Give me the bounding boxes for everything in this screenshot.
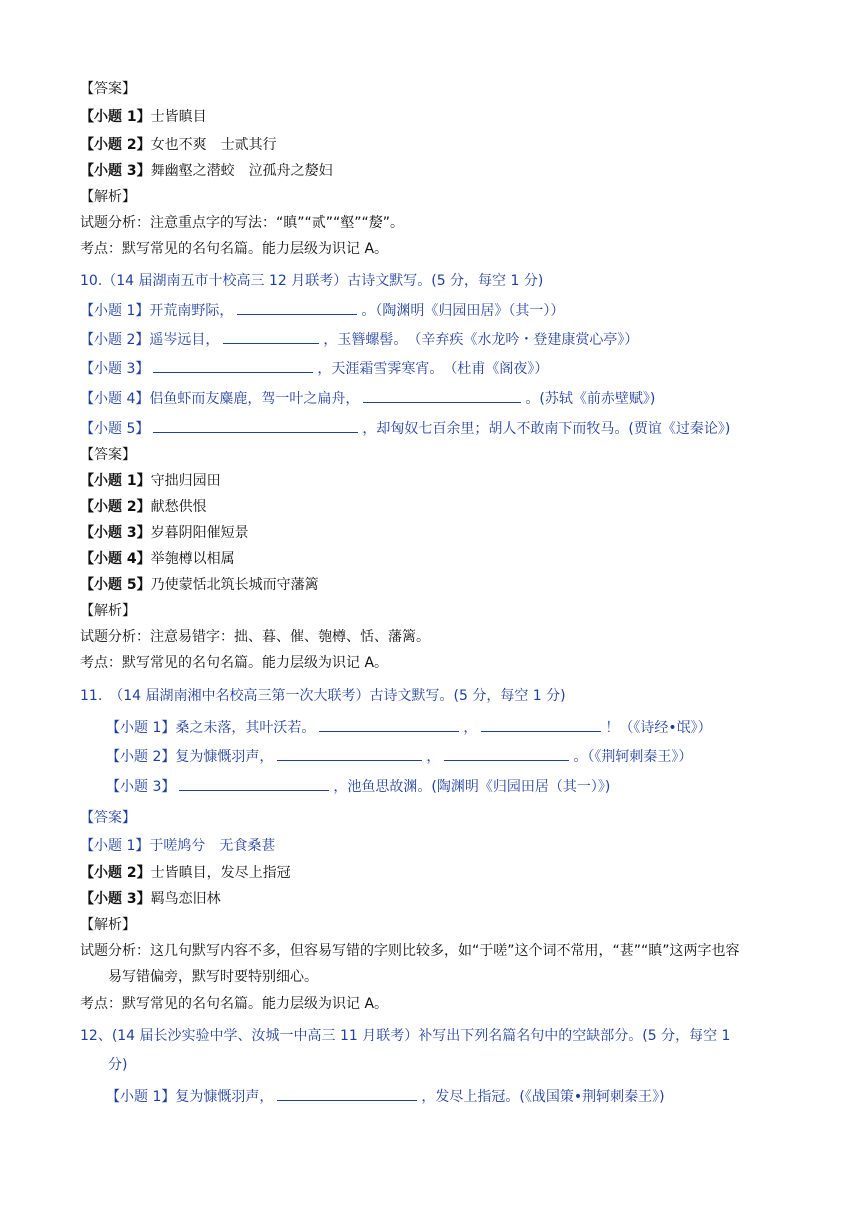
answer-blank[interactable] — [153, 418, 358, 433]
answer-blank[interactable] — [277, 1086, 417, 1101]
analysis-text: 试题分析：这几句默写内容不多，但容易写错的字则比较多，如“于嗟”这个词不常用，“葚”“瞋”这两字也容 — [80, 943, 740, 959]
question-item — [80, 358, 548, 379]
kaodian-text: 考点：默写常见的名句名篇。能力层级为识记 A。 — [80, 655, 389, 671]
answer-header: 【答案】 — [80, 447, 136, 463]
prompt-text: 遥岑远目， — [149, 332, 220, 348]
question-item — [106, 746, 692, 767]
subquestion-tag: 【小题 1】 — [106, 1089, 176, 1105]
answer-text: 士皆瞋目 — [150, 109, 207, 125]
question-item — [80, 329, 638, 350]
answer-line — [80, 523, 249, 543]
answer-text: 羁鸟恋旧林 — [150, 891, 221, 907]
subquestion-tag: 【小题 3】 — [80, 361, 150, 377]
subquestion-tag: 【小题 1】 — [80, 109, 151, 125]
source-text: ，天涯霜雪霁寒宵。 （杜甫《阁夜》） — [317, 361, 549, 377]
answer-line — [80, 575, 319, 595]
analysis-header: 【解析】 — [80, 917, 136, 933]
subquestion-tag: 【小题 5】 — [80, 577, 151, 593]
answer-blank[interactable] — [319, 717, 459, 732]
kaodian-text: 考点：默写常见的名句名篇。能力层级为识记 A。 — [80, 996, 389, 1012]
source-text: ！（《诗经•氓》） — [605, 720, 712, 736]
source-text: ，发尽上指冠。(《战国策•荆轲刺秦王》) — [421, 1089, 665, 1105]
answer-text: 举匏樽以相属 — [150, 551, 235, 567]
question-item — [106, 717, 712, 738]
answer-text: 献愁供恨 — [150, 499, 207, 515]
answer-text: 于嗟鸠兮 — [149, 838, 206, 854]
subquestion-tag: 【小题 3】 — [80, 525, 151, 541]
answer-blank[interactable] — [444, 746, 569, 761]
answer-text: 无食桑葚 — [219, 838, 276, 854]
analysis-header: 【解析】 — [80, 189, 136, 205]
answer-line — [80, 863, 291, 883]
answer-line — [80, 107, 207, 127]
subquestion-tag: 【小题 2】 — [80, 332, 150, 348]
question-item — [106, 1086, 665, 1107]
answer-line — [80, 549, 235, 569]
subquestion-tag: 【小题 4】 — [80, 551, 151, 567]
answer-text: 乃使蒙恬北筑长城而守藩篱 — [150, 577, 319, 593]
prompt-text: 侣鱼虾而友麋鹿，驾一叶之扁舟， — [149, 391, 360, 407]
prompt-text: 桑之未落，其叶沃若。 — [175, 720, 316, 736]
answer-line — [80, 889, 221, 909]
question-title: 12、(14 届长沙实验中学、汝城一中高三 11 月联考）补写出下列名篇名句中的空缺部分。(5 分，每空 1 — [80, 1028, 731, 1044]
prompt-text: ， — [463, 720, 478, 736]
answer-line — [80, 497, 207, 517]
analysis-text: 试题分析：注意易错字：拙、暮、催、匏樽、恬、藩篱。 — [80, 629, 430, 645]
question-item — [80, 418, 730, 439]
answer-text: 士皆瞋目，发尽上指冠 — [150, 865, 291, 881]
answer-text: 泣孤舟之嫠妇 — [248, 163, 333, 179]
prompt-text: 复为慷慨羽声， — [175, 749, 274, 765]
subquestion-tag: 【小题 2】 — [80, 137, 151, 153]
source-text: ，玉簪螺髻。 （辛弃疾《水龙吟・登建康赏心亭》） — [323, 332, 639, 348]
prompt-text: ， — [426, 749, 441, 765]
answer-line — [80, 135, 277, 155]
answer-blank[interactable] — [237, 300, 357, 315]
source-text: 。（《荆轲刺秦王》） — [573, 749, 693, 765]
question-title: 10.（14 届湖南五市十校高三 12 月联考）古诗文默写。(5 分，每空 1 分) — [80, 273, 544, 289]
question-title: 分) — [108, 1057, 128, 1073]
subquestion-tag: 【小题 3】 — [80, 891, 151, 907]
source-text: 。（陶渊明《归园田居》（其一）） — [361, 303, 565, 319]
subquestion-tag: 【小题 3】 — [80, 163, 151, 179]
analysis-text: 易写错偏旁，默写时要特别细心。 — [108, 969, 318, 985]
source-text: ，池鱼思故渊。(陶渊明《归园田居（其一）》) — [333, 779, 611, 795]
answer-text: 士贰其行 — [220, 137, 277, 153]
answer-text: 守拙归园田 — [150, 473, 221, 489]
answer-blank[interactable] — [223, 329, 319, 344]
answer-header: 【答案】 — [80, 810, 136, 826]
question-title: 11. （14 届湖南湘中名校高三第一次大联考）古诗文默写。(5 分，每空 1 分) — [80, 688, 566, 704]
answer-blank[interactable] — [481, 717, 601, 732]
prompt-text: 复为慷慨羽声， — [175, 1089, 274, 1105]
subquestion-tag: 【小题 1】 — [80, 303, 150, 319]
answer-line — [80, 836, 275, 856]
prompt-text: 开荒南野际， — [149, 303, 234, 319]
answer-text: 舞幽壑之潜蛟 — [150, 163, 235, 179]
question-item — [106, 776, 610, 797]
answer-blank[interactable] — [179, 776, 329, 791]
answer-line — [80, 471, 221, 491]
source-text: ，却匈奴七百余里；胡人不敢南下而牧马。(贾谊《过秦论》) — [362, 421, 731, 437]
subquestion-tag: 【小题 5】 — [80, 421, 150, 437]
kaodian-text: 考点：默写常见的名句名篇。能力层级为识记 A。 — [80, 241, 389, 257]
answer-blank[interactable] — [363, 388, 521, 403]
question-item — [80, 300, 564, 321]
answer-blank[interactable] — [277, 746, 422, 761]
answer-blank[interactable] — [153, 358, 313, 373]
analysis-header: 【解析】 — [80, 603, 136, 619]
answer-text: 女也不爽 — [150, 137, 207, 153]
subquestion-tag: 【小题 4】 — [80, 391, 150, 407]
subquestion-tag: 【小题 2】 — [80, 499, 151, 515]
answer-header: 【答案】 — [80, 81, 136, 97]
analysis-text: 试题分析：注意重点字的写法：“瞋”“贰”“壑”“嫠”。 — [80, 215, 405, 231]
answer-line — [80, 161, 333, 181]
subquestion-tag: 【小题 2】 — [80, 865, 151, 881]
subquestion-tag: 【小题 3】 — [106, 779, 176, 795]
subquestion-tag: 【小题 1】 — [80, 473, 151, 489]
source-text: 。(苏轼《前赤壁赋》) — [525, 391, 656, 407]
subquestion-tag: 【小题 2】 — [106, 749, 176, 765]
subquestion-tag: 【小题 1】 — [106, 720, 176, 736]
question-item — [80, 388, 655, 409]
subquestion-tag: 【小题 1】 — [80, 838, 150, 854]
answer-text: 岁暮阴阳催短景 — [150, 525, 249, 541]
